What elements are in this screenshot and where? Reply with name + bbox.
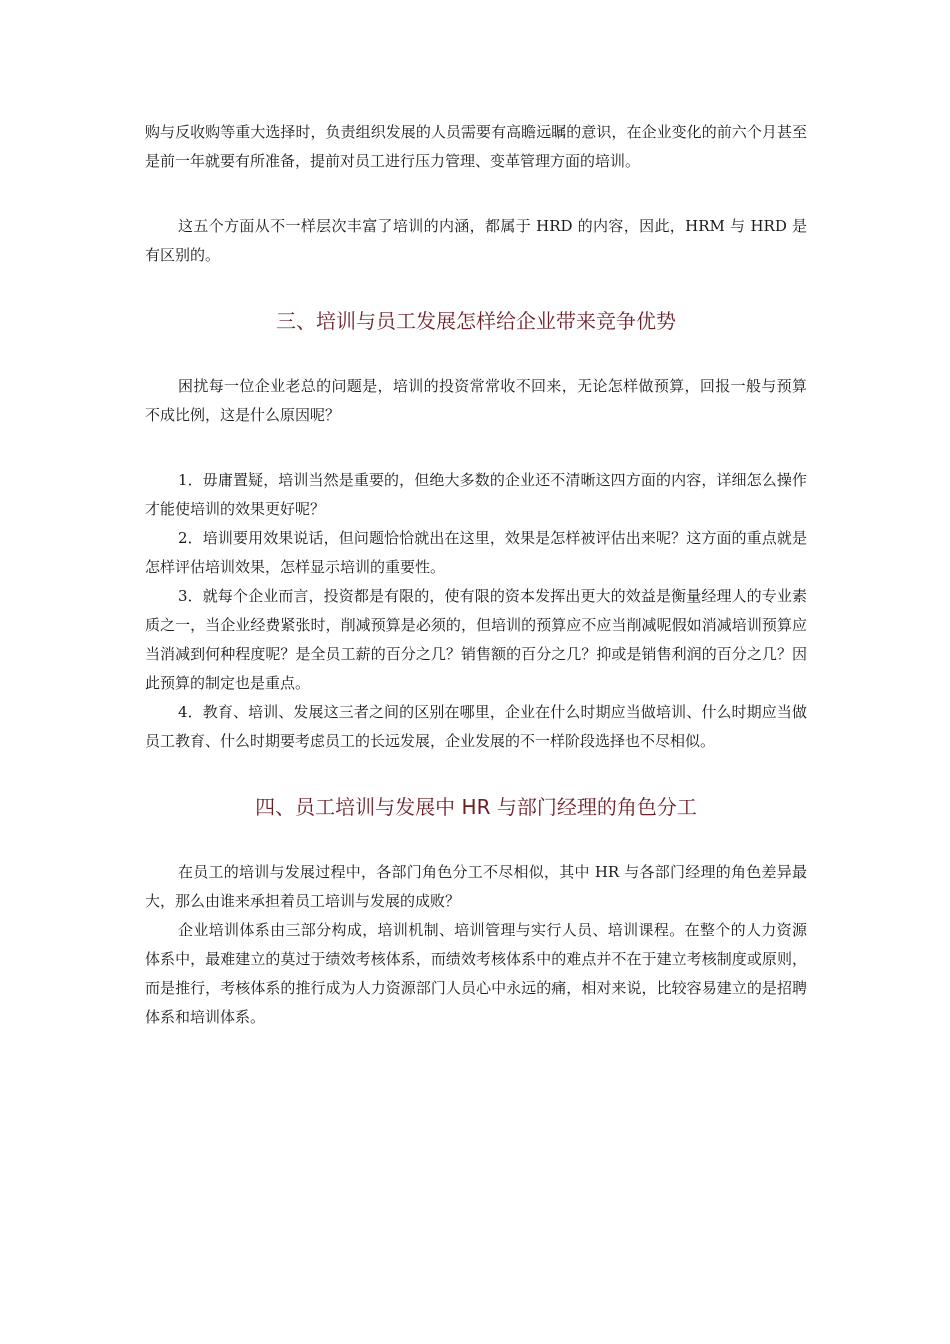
paragraph-summary: 这五个方面从不一样层次丰富了培训的内涵，都属于 HRD 的内容，因此，HRM 与 HRD 是有区别的。 [145,217,807,264]
list-item-3: 3．就每个企业而言，投资都是有限的，使有限的资本发挥出更大的效益是衡量经理人的专业素质之一，当企业经费紧张时，削减预算是必须的，但培训的预算应不应当削减呢假如消减培训预算应当消减到何种程度呢？是全员工薪的百分之几？销售额的百分之几？抑或是销售利润的百分之几？因此预算的制定也是重点。 [145,587,807,692]
paragraph-intro: 购与反收购等重大选择时，负责组织发展的人员需要有高瞻远瞩的意识，在企业变化的前六个月甚至是前一年就要有所准备，提前对员工进行压力管理、变革管理方面的培训。 [145,123,807,170]
section-4-paragraph-1: 在员工的培训与发展过程中，各部门角色分工不尽相似，其中 HR 与各部门经理的角色差异最大，那么由谁来承担着员工培训与发展的成败？ [145,863,807,910]
list-item-2: 2．培训要用效果说话，但问题恰恰就出在这里，效果是怎样被评估出来呢？这方面的重点就是怎样评估培训效果，怎样显示培训的重要性。 [145,529,807,576]
section-3-intro: 困扰每一位企业老总的问题是，培训的投资常常收不回来，无论怎样做预算，回报一般与预算不成比例，这是什么原因呢？ [145,377,807,424]
section-4-heading: 四、员工培训与发展中 HR 与部门经理的角色分工 [255,795,697,819]
list-item-1: 1．毋庸置疑，培训当然是重要的，但绝大多数的企业还不清晰这四方面的内容，详细怎么操作才能使培训的效果更好呢？ [145,471,807,518]
section-3-heading: 三、培训与员工发展怎样给企业带来竞争优势 [276,309,676,333]
document-page [145,118,807,1032]
section-4-paragraph-2: 企业培训体系由三部分构成，培训机制、培训管理与实行人员、培训课程。在整个的人力资源体系中，最难建立的莫过于绩效考核体系，而绩效考核体系中的难点并不在于建立考核制度或原则，而是推行，考核体系的推行成为人力资源部门人员心中永远的痛，相对来说，比较容易建立的是招聘体系和培训体系。 [145,921,807,1026]
list-item-4: 4．教育、培训、发展这三者之间的区别在哪里，企业在什么时期应当做培训、什么时期应当做员工教育、什么时期要考虑员工的长远发展，企业发展的不一样阶段选择也不尽相似。 [145,703,807,750]
